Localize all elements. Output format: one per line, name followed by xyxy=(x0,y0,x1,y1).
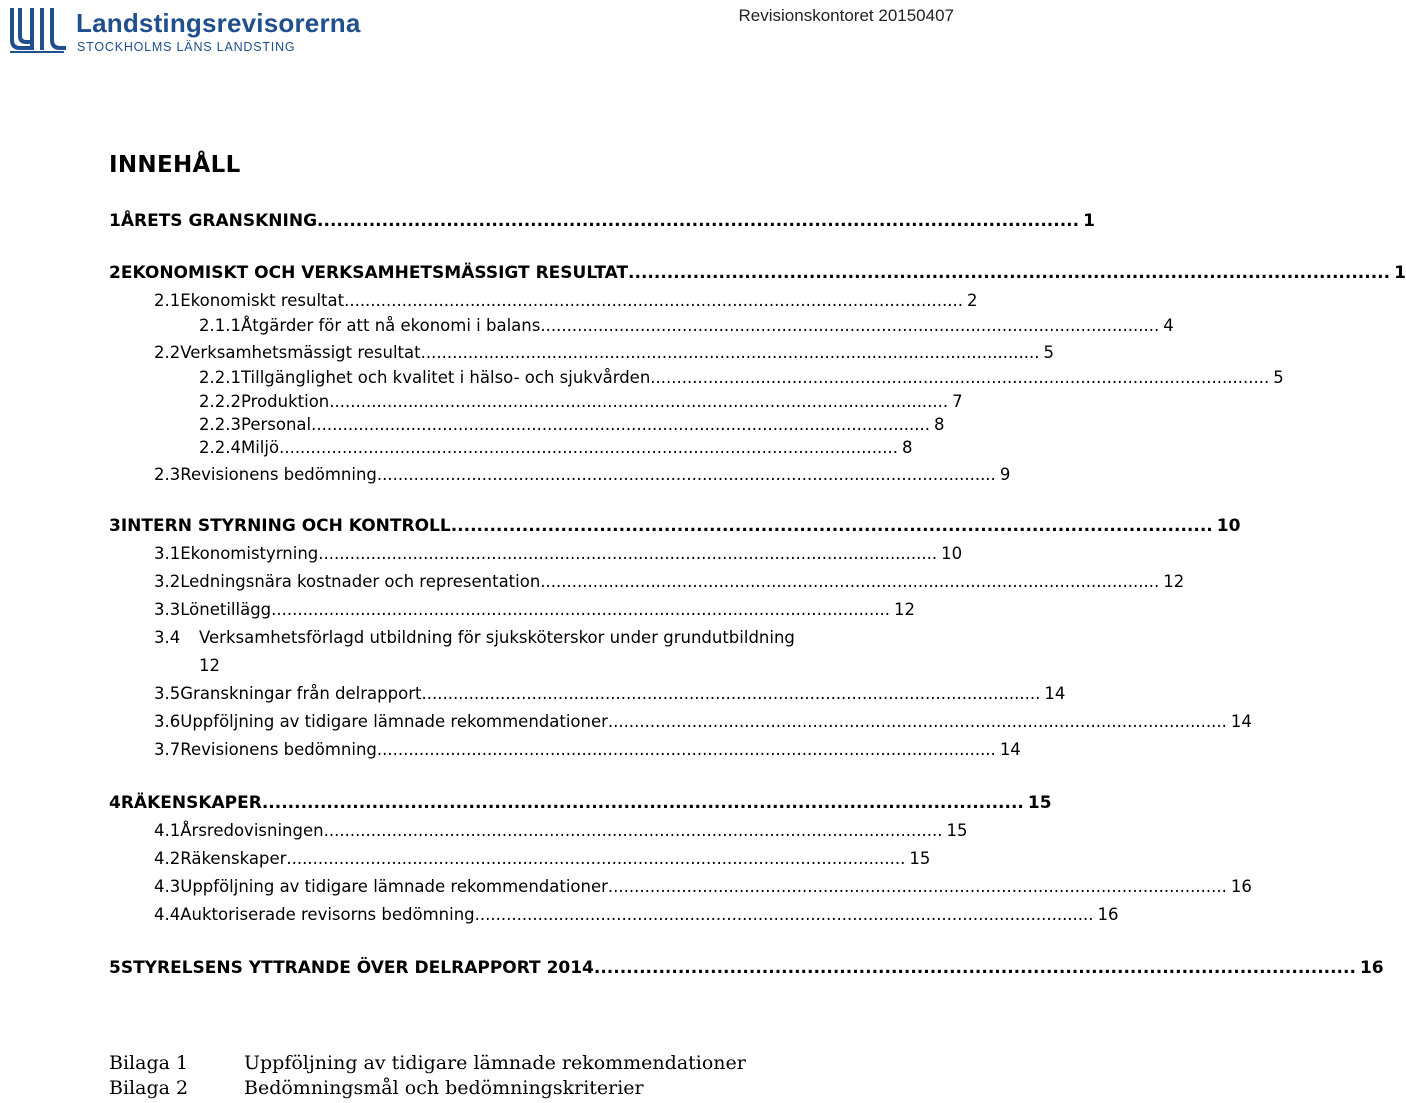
toc-leader: ...................................................................................................................... xyxy=(323,821,943,840)
toc-page: 4 xyxy=(1163,316,1174,335)
toc-page: 15 xyxy=(946,821,968,840)
toc-leader: ...................................................................................................................... xyxy=(317,211,1080,231)
toc-entry-3-4[interactable] xyxy=(154,628,894,647)
toc-number: 2.2.2 xyxy=(199,392,241,411)
toc-leader: ...................................................................................................................... xyxy=(450,516,1213,536)
toc-leader: ...................................................................................................................... xyxy=(376,740,996,759)
toc-page: 10 xyxy=(941,544,963,563)
toc-entry-2-3[interactable] xyxy=(154,465,1011,484)
toc-label: Personal xyxy=(240,415,312,434)
toc-page: 12 xyxy=(199,656,220,675)
toc-page: 5 xyxy=(1043,343,1055,362)
appendix-label: Bilaga 1 xyxy=(109,1052,189,1074)
toc-entry-2[interactable] xyxy=(109,263,1406,283)
toc-page: 15 xyxy=(909,849,931,868)
toc-number: 3.5 xyxy=(154,684,181,703)
toc-number: 1 xyxy=(109,211,121,231)
toc-leader: ...................................................................................................................... xyxy=(420,343,1040,362)
toc-number: 3.2 xyxy=(154,572,181,591)
toc-leader: ...................................................................................................................... xyxy=(540,572,1160,591)
toc-page: 16 xyxy=(1359,958,1384,978)
toc-page: 7 xyxy=(952,392,963,411)
toc-entry-4-3[interactable] xyxy=(154,877,1252,896)
toc-entry-2-2[interactable] xyxy=(154,343,1055,362)
toc-page: 10 xyxy=(1216,516,1241,536)
toc-label: Verksamhetsförlagd utbildning för sjuksköterskor under grundutbildning xyxy=(199,628,795,647)
toc-label: Ekonomistyrning xyxy=(180,544,319,563)
toc-entry-3[interactable] xyxy=(109,516,1241,536)
toc-page: 14 xyxy=(999,740,1021,759)
toc-entry-4[interactable] xyxy=(109,793,1052,813)
toc-label: Granskningar från delrapport xyxy=(180,684,422,703)
toc-leader: ...................................................................................................................... xyxy=(474,905,1094,924)
toc-page: 8 xyxy=(934,415,945,434)
toc-leader: ...................................................................................................................... xyxy=(261,793,1024,813)
toc-label: Åtgärder för att nå ekonomi i balans xyxy=(240,316,541,335)
toc-leader: ...................................................................................................................... xyxy=(329,392,949,411)
toc-label: Uppföljning av tidigare lämnade rekommendationer xyxy=(180,712,608,731)
toc-leader: ...................................................................................................................... xyxy=(318,544,938,563)
organization-logo xyxy=(8,6,368,56)
toc-label: RÄKENSKAPER xyxy=(120,793,262,813)
appendix-2 xyxy=(109,1077,644,1099)
toc-page: 15 xyxy=(1027,793,1052,813)
toc-number: 4 xyxy=(109,793,121,813)
toc-number: 2.3 xyxy=(154,465,181,484)
toc-label: INTERN STYRNING OCH KONTROLL xyxy=(120,516,451,536)
toc-heading: INNEHÅLL xyxy=(109,152,241,178)
toc-number: 3.6 xyxy=(154,712,181,731)
toc-number: 4.3 xyxy=(154,877,181,896)
toc-page: 16 xyxy=(1230,877,1252,896)
organization-name: Landstingsrevisorerna xyxy=(76,8,361,38)
document-reference: Revisionskontoret 20150407 xyxy=(738,6,954,25)
toc-label: Verksamhetsmässigt resultat xyxy=(180,343,421,362)
toc-entry-3-2[interactable] xyxy=(154,572,1185,591)
toc-page: 1 xyxy=(1394,263,1406,283)
toc-number: 2.1.1 xyxy=(199,316,241,335)
appendix-1 xyxy=(109,1052,746,1074)
toc-label: Miljö xyxy=(240,438,280,457)
toc-entry-4-4[interactable] xyxy=(154,905,1119,924)
toc-number: 3.1 xyxy=(154,544,181,563)
landstinget-logo-icon xyxy=(8,6,66,54)
toc-label: Revisionens bedömning xyxy=(180,465,377,484)
toc-page: 16 xyxy=(1097,905,1119,924)
appendix-label: Bilaga 2 xyxy=(109,1077,189,1099)
toc-number: 2 xyxy=(109,263,121,283)
toc-entry-2-1-1[interactable] xyxy=(199,316,1174,335)
appendix-title: Bedömningsmål och bedömningskriterier xyxy=(244,1077,644,1099)
toc-number: 5 xyxy=(109,958,121,978)
toc-label: Auktoriserade revisorns bedömning xyxy=(180,905,475,924)
toc-page: 14 xyxy=(1044,684,1066,703)
toc-number: 2.2.3 xyxy=(199,415,241,434)
toc-entry-2-1[interactable] xyxy=(154,291,978,310)
toc-leader: ...................................................................................................................... xyxy=(421,684,1041,703)
toc-leader: ...................................................................................................................... xyxy=(607,712,1227,731)
toc-number: 2.1 xyxy=(154,291,181,310)
toc-label: Räkenskaper xyxy=(180,849,287,868)
toc-leader: ...................................................................................................................... xyxy=(607,877,1227,896)
toc-number: 2.2.4 xyxy=(199,438,241,457)
toc-number: 3.4 xyxy=(154,628,181,647)
toc-page: 12 xyxy=(1163,572,1185,591)
toc-page: 12 xyxy=(894,600,916,619)
toc-label: Ekonomiskt resultat xyxy=(180,291,345,310)
toc-number: 4.2 xyxy=(154,849,181,868)
toc-number: 2.2 xyxy=(154,343,181,362)
toc-number: 4.1 xyxy=(154,821,181,840)
toc-label: Produktion xyxy=(240,392,330,411)
toc-label: Årsredovisningen xyxy=(180,821,324,840)
toc-entry-2-2-1[interactable] xyxy=(199,368,1284,387)
toc-entry-3-1[interactable] xyxy=(154,544,963,563)
toc-label: Revisionens bedömning xyxy=(180,740,377,759)
toc-number: 4.4 xyxy=(154,905,181,924)
toc-label: STYRELSENS YTTRANDE ÖVER DELRAPPORT 2014 xyxy=(120,958,594,978)
toc-leader: ...................................................................................................................... xyxy=(311,415,931,434)
toc-number: 3 xyxy=(109,516,121,536)
toc-label: ÅRETS GRANSKNING xyxy=(120,211,318,231)
toc-page: 9 xyxy=(999,465,1011,484)
appendix-title: Uppföljning av tidigare lämnade rekommendationer xyxy=(244,1052,746,1074)
toc-leader: ...................................................................................................................... xyxy=(344,291,963,310)
toc-leader: ...................................................................................................................... xyxy=(279,438,898,457)
toc-page: 5 xyxy=(1273,368,1284,387)
toc-entry-3-7[interactable] xyxy=(154,740,1021,759)
organization-subtitle: STOCKHOLMS LÄNS LANDSTING xyxy=(77,40,296,54)
toc-entry-3-3[interactable] xyxy=(154,600,916,619)
toc-entry-3-5[interactable] xyxy=(154,684,1066,703)
toc-leader: ...................................................................................................................... xyxy=(650,368,1270,387)
toc-leader: ...................................................................................................................... xyxy=(540,316,1160,335)
toc-page: 8 xyxy=(901,438,913,457)
toc-page: 14 xyxy=(1230,712,1252,731)
toc-number: 3.3 xyxy=(154,600,181,619)
toc-number: 3.7 xyxy=(154,740,181,759)
toc-leader: ...................................................................................................................... xyxy=(593,958,1356,978)
toc-label: Lönetillägg xyxy=(180,600,272,619)
toc-page: 2 xyxy=(966,291,978,310)
toc-leader: ...................................................................................................................... xyxy=(628,263,1391,283)
toc-entry-2-2-3[interactable] xyxy=(199,415,945,434)
toc-label: Uppföljning av tidigare lämnade rekommendationer xyxy=(180,877,608,896)
toc-entry-3-6[interactable] xyxy=(154,712,1252,731)
toc-entry-2-2-4[interactable] xyxy=(199,438,913,457)
toc-leader: ...................................................................................................................... xyxy=(271,600,891,619)
toc-page: 1 xyxy=(1083,211,1095,231)
toc-entry-4-2[interactable] xyxy=(154,849,931,868)
toc-leader: ...................................................................................................................... xyxy=(286,849,906,868)
toc-entry-5[interactable] xyxy=(109,958,1384,978)
toc-entry-4-1[interactable] xyxy=(154,821,968,840)
toc-entry-2-2-2[interactable] xyxy=(199,392,963,411)
toc-leader: ...................................................................................................................... xyxy=(376,465,996,484)
toc-label: Ledningsnära kostnader och representation xyxy=(180,572,541,591)
toc-entry-1[interactable] xyxy=(109,211,1095,231)
toc-number: 2.2.1 xyxy=(199,368,241,387)
toc-label: Tillgänglighet och kvalitet i hälso- och sjukvården xyxy=(240,368,651,387)
toc-label: EKONOMISKT OCH VERKSAMHETSMÄSSIGT RESULTAT xyxy=(120,263,629,283)
